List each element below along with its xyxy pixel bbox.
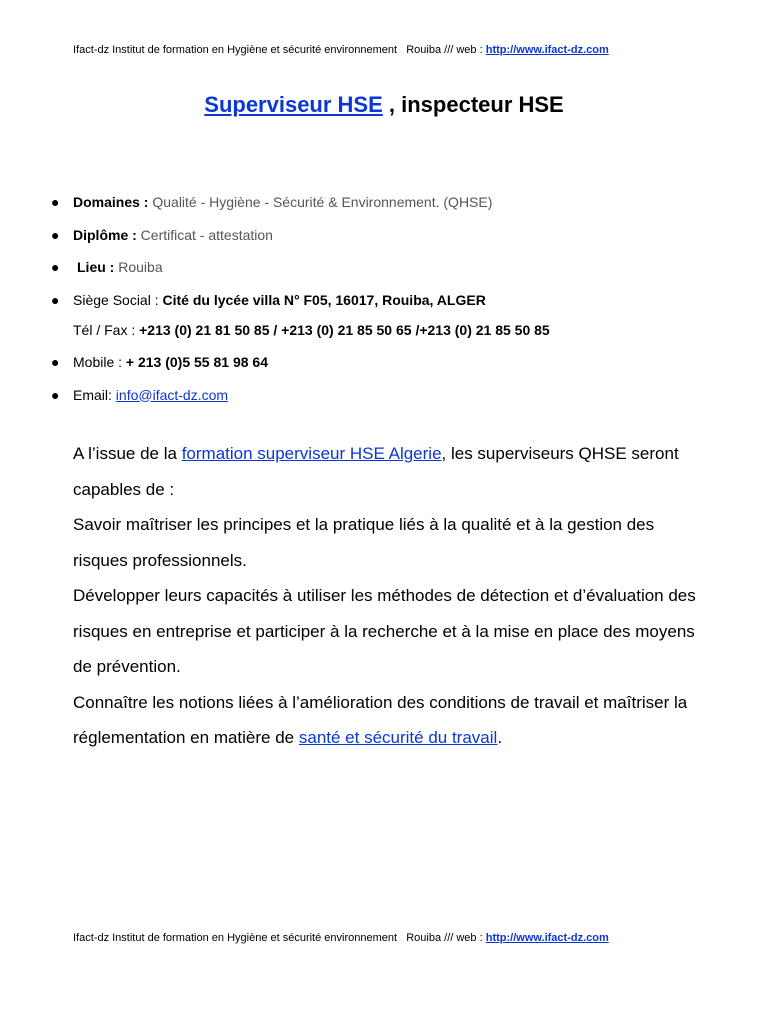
bullet-icon: ● (51, 194, 60, 210)
tel-value: +213 (0) 21 81 50 85 / +213 (0) 21 85 50 65 /+213 (0) 21 85 50 85 (139, 322, 550, 338)
siege-value: Cité du lycée villa N° F05, 16017, Rouiba, ALGER (162, 291, 486, 308)
siege-label: Siège Social : (73, 291, 163, 308)
p1-before: A l’issue de la (73, 444, 182, 463)
lieu-label: Lieu : (77, 259, 119, 275)
body-text (73, 436, 713, 756)
paragraph-connaitre (73, 685, 713, 756)
email-label: Email: (73, 386, 116, 403)
title-superviseur-link[interactable]: Superviseur HSE (204, 92, 383, 117)
info-list-contact (51, 350, 733, 415)
p4-after: . (497, 728, 503, 747)
list-item-lieu (51, 255, 733, 288)
bullet-icon: ● (51, 386, 60, 403)
diplome-value: Certificat - attestation (140, 226, 273, 243)
lieu-value: Rouiba (118, 259, 163, 275)
tel-fax-line (73, 318, 550, 342)
diplome-label: Diplôme : (73, 226, 141, 243)
bullet-icon: ● (51, 291, 60, 308)
list-item-siege (51, 288, 733, 321)
list-item-domaines (51, 190, 733, 223)
paragraph-intro (73, 436, 713, 507)
footer-website-link[interactable]: http://www.ifact-dz.com (485, 932, 609, 944)
sante-securite-link[interactable]: santé et sécurité du travail (298, 728, 498, 747)
info-list (51, 190, 733, 320)
page-header (73, 41, 693, 60)
title-rest: , inspecteur HSE (382, 92, 564, 117)
header-website-link[interactable]: http://www.ifact-dz.com (485, 44, 609, 56)
bullet-icon: ● (51, 259, 60, 275)
list-item-diplome (51, 223, 733, 256)
footer-text: Ifact-dz Institut de formation en Hygiène et sécurité environnement Rouiba /// web : (73, 932, 486, 944)
list-item-mobile (51, 350, 733, 383)
tel-label: Tél / Fax : (73, 322, 140, 338)
page-footer (73, 929, 693, 948)
formation-link[interactable]: formation superviseur HSE Algerie (181, 444, 442, 463)
domaines-label: Domaines : (73, 194, 153, 210)
mobile-label: Mobile : (73, 354, 126, 370)
page-title (0, 92, 768, 118)
bullet-icon: ● (51, 354, 60, 370)
paragraph-savoir: Savoir maîtriser les principes et la pratique liés à la qualité et à la gestion des risques professionnels. (73, 515, 655, 570)
email-link[interactable]: info@ifact-dz.com (115, 386, 229, 403)
paragraph-developper: Développer leurs capacités à utiliser les méthodes de détection et d’évaluation des risques en entreprise et participer à la recherche et à la mise en place des moyens de prévention. (73, 586, 696, 676)
p4-before: Connaître les notions liées à l’amélioration des conditions de travail et maîtriser la réglementation en matière de (73, 692, 688, 747)
p1-after: , les superviseurs QHSE seront capables de : (73, 444, 679, 499)
mobile-value: + 213 (0)5 55 81 98 64 (125, 354, 268, 370)
bullet-icon: ● (51, 226, 60, 243)
list-item-email (51, 383, 733, 416)
domaines-value: Qualité - Hygiène - Sécurité & Environnement. (QHSE) (152, 194, 493, 210)
header-text: Ifact-dz Institut de formation en Hygiène et sécurité environnement Rouiba /// web : (73, 44, 486, 56)
